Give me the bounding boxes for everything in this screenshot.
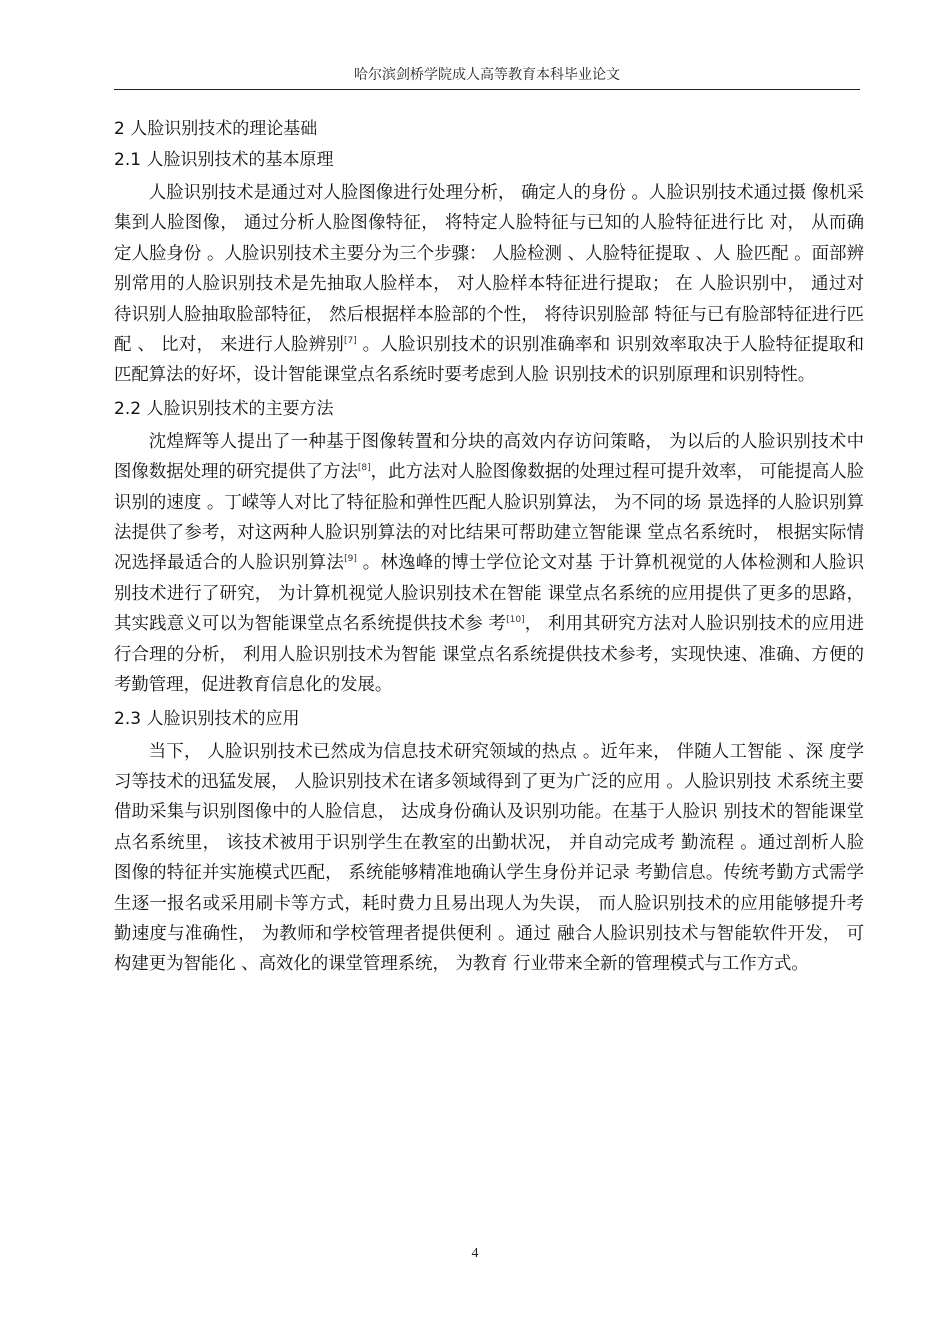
- citation-ref: [9]: [344, 554, 357, 565]
- paragraph-text: 。林逸峰的博士学位论文对基 于计算机视觉的人体检测和人脸识别技术进行了研究， 为计算机视觉人脸识别技术在智能 课堂点名系统的应用提供了更多的思路， 其实践意义可以为智能课堂点名系统提供技术参 考: [114, 553, 864, 635]
- chapter-title: 2 人脸识别技术的理论基础: [114, 119, 318, 139]
- paragraph-text: ， 利用其研究方法对人脸识别技术的应用进行合理的分析， 利用人脸识别技术为智能 课堂点名系统提供技术参考，实现快速、准确、方便的考勤管理，促进教育信息化的发展。: [114, 614, 865, 696]
- paragraph-text: 。人脸识别技术的识别准确率和 识别效率取决于人脸特征提取和匹配算法的好坏，设计智能课堂点名系统时要考虑到人脸 识别技术的识别原理和识别特性。: [114, 335, 865, 386]
- section-2-1-title: 2.1 人脸识别技术的基本原理: [114, 150, 334, 170]
- page-content: [114, 114, 864, 983]
- paragraph-text: 沈煌辉等人提出了一种基于图像转置和分块的高效内存访问策略， 为以后的人脸识别技术中图像数据处理的研究提供了方法: [114, 431, 864, 483]
- section-2-2-paragraph: [114, 427, 864, 701]
- citation-ref: [10]: [506, 615, 525, 626]
- paragraph-text: 人脸识别技术是通过对人脸图像进行处理分析， 确定人的身份 。人脸识别技术通过摄 像机采集到人脸图像， 通过分析人脸图像特征， 将特定人脸特征与已知的人脸特征进行比 对， 从而确定人脸身份 。人脸识别技术主要分为三个步骤： 人脸检测 、人脸特征提取 、人 脸匹配 。面部辨别常用的人脸识别技术是先抽取人脸样本， 对人脸样本特征进行提取； 在 人脸识别中， 通过对待识别人脸抽取脸部特征， 然后根据样本脸部的个性， 将待识别脸部 特征与已有脸部特征进行匹配 、 比对， 来进行人脸辨别: [114, 183, 864, 356]
- section-2-3-title: 2.3 人脸识别技术的应用: [114, 708, 300, 729]
- section-2-2-title: 2.2 人脸识别技术的主要方法: [114, 398, 334, 419]
- page-number: 4: [471, 1246, 479, 1261]
- section-2-1-paragraph: [114, 178, 864, 391]
- paragraph-text: ，此方法对人脸图像数据的处理过程可提升效率， 可能提高人脸识别的速度 。丁嵘等人对比了特征脸和弹性匹配人脸识别算法， 为不同的场 景选择的人脸识别算法提供了参考，对这两种人脸识别算法的对比结果可帮助建立智能课 堂点名系统时， 根据实际情况选择最适合的人脸识别算法: [114, 462, 864, 574]
- header-rule: [114, 89, 860, 90]
- running-header: 哈尔滨剑桥学院成人高等教育本科毕业论文: [354, 67, 620, 83]
- citation-ref: [7]: [344, 336, 357, 347]
- citation-ref: [8]: [357, 463, 371, 474]
- section-2-3-paragraph: 当下， 人脸识别技术已然成为信息技术研究领域的热点 。近年来， 伴随人工智能 、深 度学习等技术的迅猛发展， 人脸识别技术在诸多领域得到了更为广泛的应用 。人脸识别技 术系统主要借助采集与识别图像中的人脸信息， 达成身份确认及识别功能。在基于人脸识 别技术的智能课堂点名系统里， 该技术被用于识别学生在教室的出勤状况， 并自动完成考 勤流程 。通过剖析人脸图像的特征并实施模式匹配， 系统能够精准地确认学生身份并记录 考勤信息。传统考勤方式需学生逐一报名或采用刷卡等方式，耗时费力且易出现人为失误， 而人脸识别技术的应用能够提升考勤速度与准确性， 为教师和学校管理者提供便利 。通过 融合人脸识别技术与智能软件开发， 可构建更为智能化 、高效化的课堂管理系统， 为教育 行业带来全新的管理模式与工作方式。: [114, 741, 864, 975]
